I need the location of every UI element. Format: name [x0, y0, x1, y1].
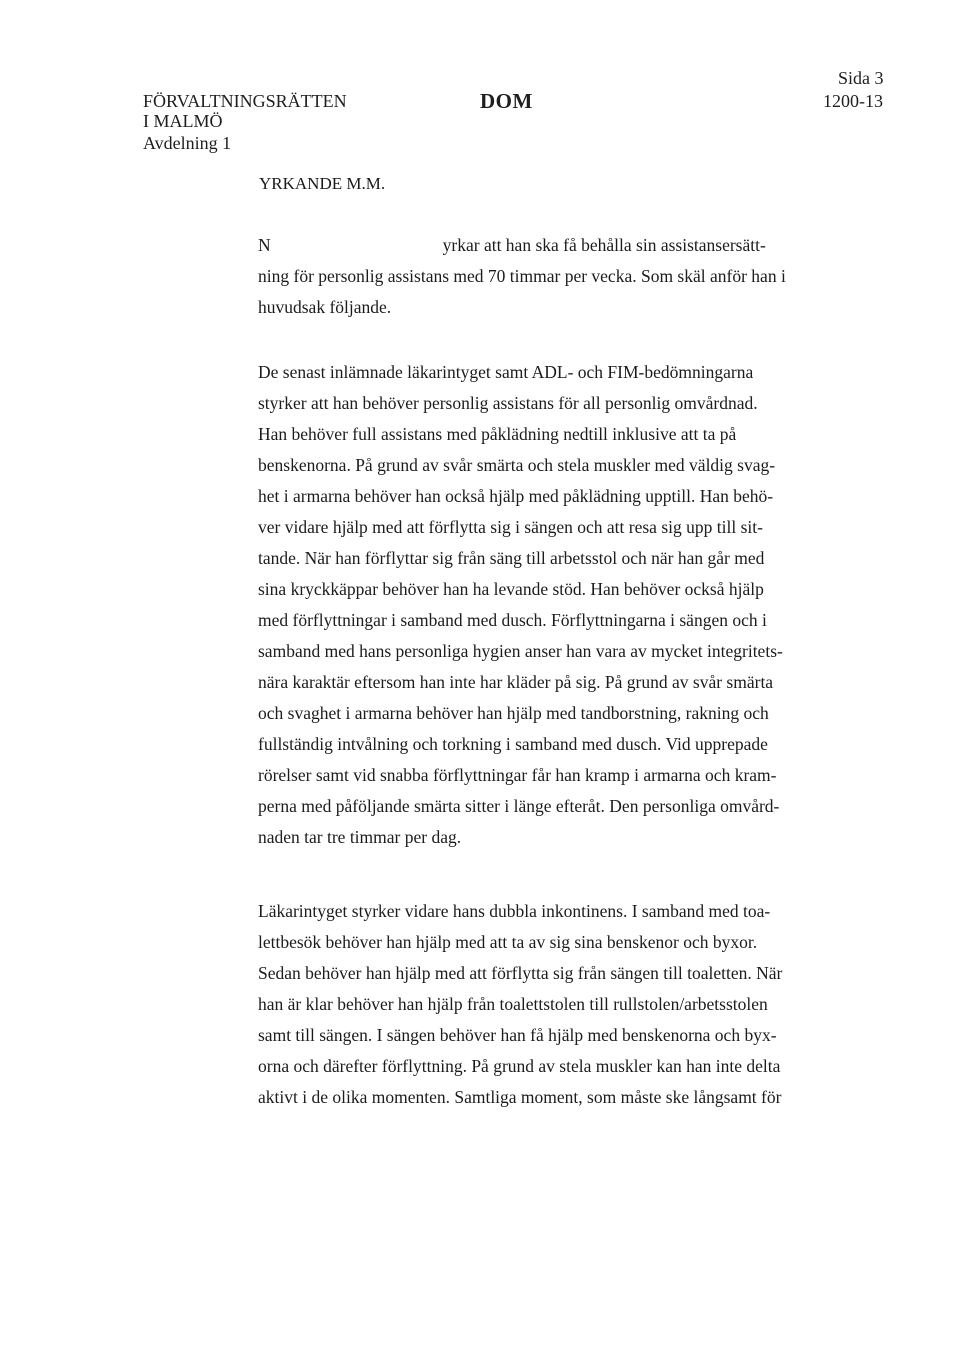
paragraph-line: styrker att han behöver personlig assistans för all personlig omvårdnad.	[258, 393, 758, 413]
paragraph-line	[258, 230, 818, 261]
paragraph-line: benskenorna. På grund av svår smärta och stela muskler med väldig svag-	[258, 455, 776, 475]
paragraph-line: het i armarna behöver han också hjälp med påklädning upptill. Han behö-	[258, 486, 774, 506]
paragraph-line: nära karaktär eftersom han inte har kläder på sig. På grund av svår smärta	[258, 672, 774, 692]
court-department: Avdelning 1	[143, 133, 232, 153]
paragraph-line: lettbesök behöver han hjälp med att ta av sig sina benskenor och byxor.	[258, 932, 758, 952]
case-number: 1200-13	[823, 91, 883, 111]
section-heading: YRKANDE M.M.	[259, 174, 386, 193]
paragraph-line: tande. När han förflyttar sig från säng till arbetsstol och när han går med	[258, 548, 765, 568]
page-number: Sida 3	[838, 68, 884, 88]
paragraph-line: han är klar behöver han hjälp från toalettstolen till rullstolen/arbetsstolen	[258, 994, 768, 1014]
paragraph-line-text: yrkar att han ska få behålla sin assistansersätt-	[442, 235, 766, 255]
paragraph-line: rörelser samt vid snabba förflyttningar får han kramp i armarna och kram-	[258, 765, 777, 785]
paragraph-medical-care	[258, 357, 818, 853]
paragraph-claim	[258, 230, 818, 323]
paragraph-line: ver vidare hjälp med att förflytta sig i sängen och att resa sig upp till sit-	[258, 517, 763, 537]
paragraph-line: samband med hans personliga hygien anser han vara av mycket integritets-	[258, 641, 783, 661]
document-type: DOM	[480, 89, 533, 113]
paragraph-line: med förflyttningar i samband med dusch. Förflyttningarna i sängen och i	[258, 610, 767, 630]
paragraph-line: ning för personlig assistans med 70 timmar per vecka. Som skäl anför han i	[258, 266, 786, 286]
court-name: FÖRVALTNINGSRÄTTEN	[143, 91, 347, 111]
paragraph-line: orna och därefter förflyttning. På grund av stela muskler kan han inte delta	[258, 1056, 781, 1076]
paragraph-line: aktivt i de olika momenten. Samtliga moment, som måste ske långsamt för	[258, 1087, 782, 1107]
claimant-initial: N	[258, 235, 271, 255]
court-city: I MALMÖ	[143, 111, 223, 131]
paragraph-line: perna med påföljande smärta sitter i länge efteråt. Den personliga omvård-	[258, 796, 780, 816]
paragraph-line: Sedan behöver han hjälp med att förflytta sig från sängen till toaletten. När	[258, 963, 783, 983]
paragraph-line: Läkarintyget styrker vidare hans dubbla inkontinens. I samband med toa-	[258, 901, 771, 921]
paragraph-line: huvudsak följande.	[258, 297, 392, 317]
paragraph-line: samt till sängen. I sängen behöver han få hjälp med benskenorna och byx-	[258, 1025, 777, 1045]
paragraph-line: och svaghet i armarna behöver han hjälp med tandborstning, rakning och	[258, 703, 769, 723]
paragraph-line: De senast inlämnade läkarintyget samt ADL- och FIM-bedömningarna	[258, 362, 754, 382]
paragraph-line: naden tar tre timmar per dag.	[258, 827, 462, 847]
paragraph-line: sina kryckkäppar behöver han ha levande stöd. Han behöver också hjälp	[258, 579, 764, 599]
paragraph-line: Han behöver full assistans med påklädning nedtill inklusive att ta på	[258, 424, 737, 444]
paragraph-line: fullständig intvålning och torkning i samband med dusch. Vid upprepade	[258, 734, 768, 754]
paragraph-incontinence	[258, 896, 818, 1113]
